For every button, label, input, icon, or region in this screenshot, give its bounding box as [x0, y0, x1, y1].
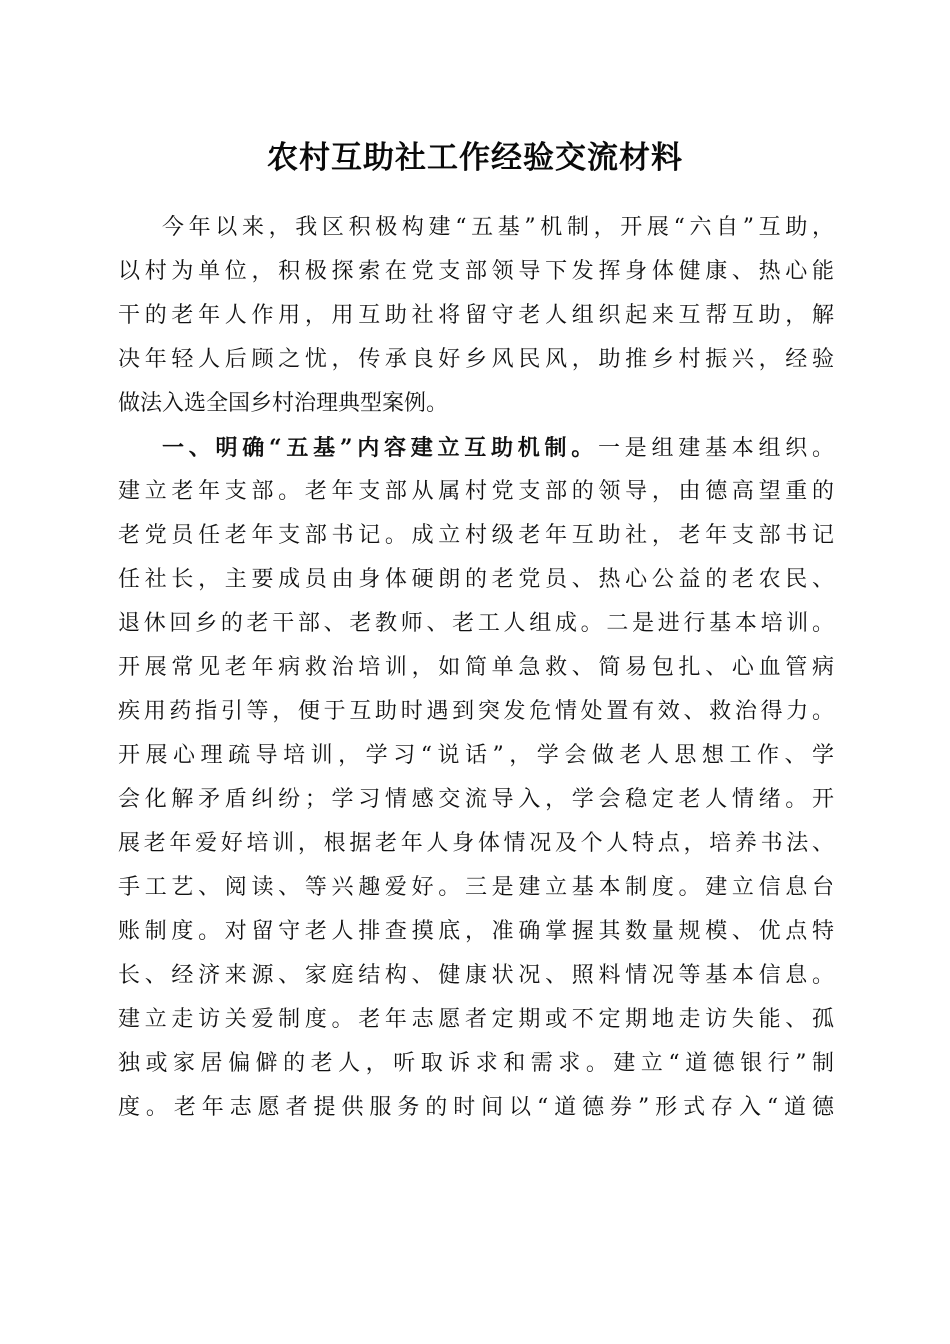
paragraph-line: 开展常见老年病救治培训，如简单急救、简易包扎、心血管病 [118, 655, 834, 680]
paragraph-line: 独或家居偏僻的老人，听取诉求和需求。建立“道德银行”制 [118, 1051, 834, 1076]
paragraph-line: 今年以来，我区积极构建“五基”机制，开展“六自”互助， [162, 215, 834, 240]
paragraph-line: 建立走访关爱制度。老年志愿者定期或不定期地走访失能、孤 [118, 1007, 834, 1032]
paragraph-line: 手工艺、阅读、等兴趣爱好。三是建立基本制度。建立信息台 [118, 875, 834, 900]
paragraph-line: 决年轻人后顾之忧，传承良好乡风民风，助推乡村振兴，经验 [118, 347, 834, 372]
section-first-line [118, 426, 834, 470]
paragraph-line: 展老年爱好培训，根据老年人身体情况及个人特点，培养书法、 [118, 831, 834, 856]
section-first-line-text: 一是组建基本组织。 [598, 436, 834, 461]
paragraph-line: 账制度。对留守老人排查摸底，准确掌握其数量规模、优点特 [118, 919, 834, 944]
paragraph-line: 度。老年志愿者提供服务的时间以“道德券”形式存入“道德 [118, 1095, 834, 1120]
paragraph-line: 干的老年人作用，用互助社将留守老人组织起来互帮互助，解 [118, 303, 834, 328]
paragraph-line: 以村为单位，积极探索在党支部领导下发挥身体健康、热心能 [118, 259, 834, 284]
document-body [118, 206, 834, 1130]
paragraph-line: 开展心理疏导培训，学习“说话”，学会做老人思想工作、学 [118, 743, 834, 768]
paragraph-line: 长、经济来源、家庭结构、健康状况、照料情况等基本信息。 [118, 963, 834, 988]
document-title: 农村互助社工作经验交流材料 [267, 140, 683, 176]
paragraph-line: 建立老年支部。老年支部从属村党支部的领导，由德高望重的 [118, 479, 834, 504]
paragraph-line: 退休回乡的老干部、老教师、老工人组成。二是进行基本培训。 [118, 611, 834, 636]
paragraph-line: 做法入选全国乡村治理典型案例。 [118, 391, 449, 416]
section-heading: 一、明确“五基”内容建立互助机制。 [162, 435, 599, 461]
paragraph-line: 老党员任老年支部书记。成立村级老年互助社，老年支部书记 [118, 523, 834, 548]
paragraph-line: 疾用药指引等，便于互助时遇到突发危情处置有效、救治得力。 [118, 699, 834, 724]
paragraph-line: 任社长，主要成员由身体硬朗的老党员、热心公益的老农民、 [118, 567, 834, 592]
paragraph-line: 会化解矛盾纠纷；学习情感交流导入，学会稳定老人情绪。开 [118, 787, 834, 812]
